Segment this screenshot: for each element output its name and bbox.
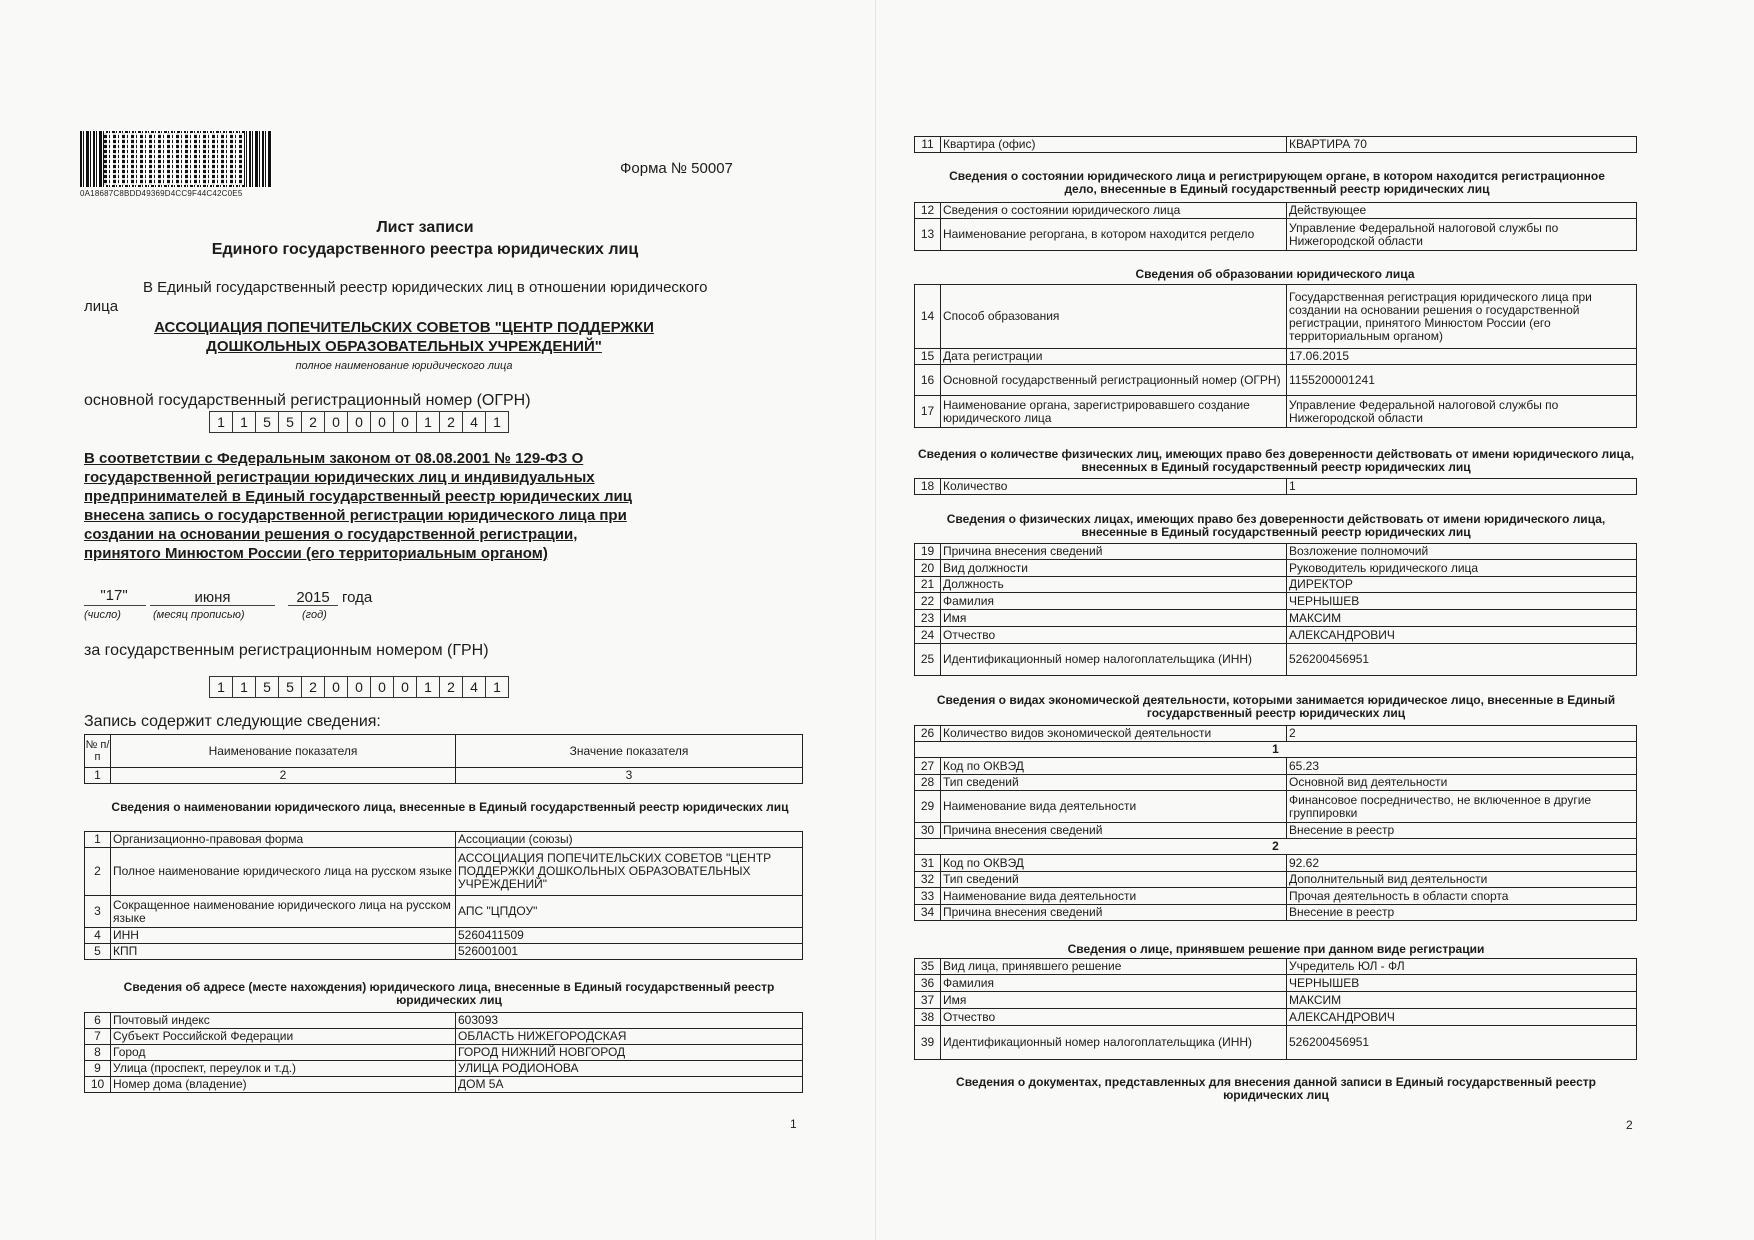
law-text-line: создании на основании решения о государственной регистрации, [84, 526, 578, 543]
table-row [915, 349, 1637, 365]
table-row [915, 219, 1637, 251]
grn-digit: 5 [278, 676, 302, 698]
row-value: ДИРЕКТОР [1287, 577, 1637, 593]
row-label: Идентификационный номер налогоплательщика (ИНН) [941, 644, 1287, 676]
row-label: Тип сведений [941, 775, 1287, 791]
row-number: 5 [85, 944, 111, 960]
row-number: 31 [915, 855, 941, 872]
row-label: Код по ОКВЭД [941, 758, 1287, 775]
grn-digit: 0 [370, 676, 394, 698]
col-number-index: 1 [85, 768, 111, 784]
activity-table [914, 725, 1637, 921]
row-number: 39 [915, 1026, 941, 1060]
ogrn-digit: 2 [439, 411, 463, 433]
col-indicator-index: 2 [111, 768, 456, 784]
ogrn-digit: 0 [347, 411, 371, 433]
row-value: Действующее [1287, 203, 1637, 219]
row-value: Учредитель ЮЛ - ФЛ [1287, 959, 1637, 975]
grn-digit: 1 [209, 676, 233, 698]
row-label: ИНН [111, 928, 456, 944]
date-year: 2015 [296, 589, 330, 606]
row-number: 30 [915, 823, 941, 839]
row-value: Основной вид деятельности [1287, 775, 1637, 791]
row-number: 23 [915, 610, 941, 627]
ogrn-digit: 0 [370, 411, 394, 433]
row-number: 14 [915, 285, 941, 349]
row-number: 36 [915, 975, 941, 992]
row-value: АЛЕКСАНДРОВИЧ [1287, 1009, 1637, 1026]
row-label: Почтовый индекс [111, 1013, 456, 1029]
col-number-header: № п/п [85, 735, 111, 768]
row-number: 18 [915, 479, 941, 495]
page-number-1: 1 [790, 1117, 797, 1131]
law-text-line: предпринимателей в Единый государственный реестр юридических лиц [84, 488, 632, 505]
row-label: Улица (проспект, переулок и т.д.) [111, 1061, 456, 1077]
table-row [915, 610, 1637, 627]
page-2 [876, 0, 1754, 1240]
table-row [915, 593, 1637, 610]
table-row [915, 365, 1637, 396]
row-label: Наименование регоргана, в котором находится регдело [941, 219, 1287, 251]
row-value: 526200456951 [1287, 644, 1637, 676]
table-row [915, 742, 1637, 758]
row-value: 17.06.2015 [1287, 349, 1637, 365]
row-label: Код по ОКВЭД [941, 855, 1287, 872]
intro-line2: лица [84, 298, 119, 315]
row-value: АЛЕКСАНДРОВИЧ [1287, 627, 1637, 644]
title-line2: Единого государственного реестра юридических лиц [211, 241, 639, 258]
table-row [915, 775, 1637, 791]
row-number: 32 [915, 872, 941, 888]
row-value: ОБЛАСТЬ НИЖЕГОРОДСКАЯ [456, 1029, 803, 1045]
grn-boxes [209, 676, 508, 698]
table-row [85, 832, 803, 848]
row-label: Организационно-правовая форма [111, 832, 456, 848]
row-value: Государственная регистрация юридического лица при создании на основании решения о государственной регистрации, принятого Минюстом России (его территориальным органом) [1287, 285, 1637, 349]
row-number: 25 [915, 644, 941, 676]
row-label: Полное наименование юридического лица на русском языке [111, 848, 456, 896]
row-label: Сведения о состоянии юридического лица [941, 203, 1287, 219]
row-label: Вид лица, принявшего решение [941, 959, 1287, 975]
table-row [915, 905, 1637, 921]
section-address-title: Сведения об адресе (месте нахождения) юридического лица, внесенные в Единый государственный реестр юридических лиц [123, 980, 775, 1007]
table-row [915, 823, 1637, 839]
row-value: 526001001 [456, 944, 803, 960]
grn-digit: 0 [347, 676, 371, 698]
row-label: Причина внесения сведений [941, 544, 1287, 560]
row-number: 24 [915, 627, 941, 644]
state-table [914, 202, 1637, 251]
table-row [915, 975, 1637, 992]
date-day: "17" [100, 587, 128, 604]
table-row [85, 1061, 803, 1077]
grn-digit: 2 [301, 676, 325, 698]
row-number: 8 [85, 1045, 111, 1061]
row-number: 20 [915, 560, 941, 577]
date-year-underline [288, 605, 338, 606]
barcode-pattern [104, 133, 244, 185]
table-row [915, 959, 1637, 975]
table-row [915, 855, 1637, 872]
row-value: 2 [1287, 726, 1637, 742]
law-text [84, 449, 632, 563]
row-number: 15 [915, 349, 941, 365]
row-value: УЛИЦА РОДИОНОВА [456, 1061, 803, 1077]
row-value: 1 [1287, 479, 1637, 495]
row-number: 34 [915, 905, 941, 921]
table-row [85, 1045, 803, 1061]
date-day-caption: (число) [84, 609, 121, 621]
row-number: 6 [85, 1013, 111, 1029]
row-number: 29 [915, 791, 941, 823]
table-row [85, 944, 803, 960]
grn-digit: 0 [393, 676, 417, 698]
col-value-index: 3 [456, 768, 803, 784]
row-label: Отчество [941, 1009, 1287, 1026]
ogrn-digit: 1 [485, 411, 509, 433]
section-docs-title: Сведения о документах, представленных для внесения данной записи в Единый государственный реестр юридических лиц [956, 1075, 1596, 1102]
col-value-header: Значение показателя [456, 735, 803, 768]
row-number: 28 [915, 775, 941, 791]
row-number: 37 [915, 992, 941, 1009]
row-label: Сокращенное наименование юридического лица на русском языке [111, 896, 456, 928]
table-row [915, 203, 1637, 219]
date-month: июня [194, 589, 231, 606]
table-row [915, 285, 1637, 349]
row-number: 17 [915, 396, 941, 428]
row-number: 1 [85, 832, 111, 848]
table-row [915, 479, 1637, 495]
row-number: 9 [85, 1061, 111, 1077]
header-table [84, 734, 803, 784]
address-table [84, 1012, 803, 1093]
section-formation-title: Сведения об образовании юридического лица [1135, 267, 1415, 281]
org-name-caption: полное наименование юридического лица [295, 360, 513, 372]
row-label: Субъект Российской Федерации [111, 1029, 456, 1045]
row-number: 38 [915, 1009, 941, 1026]
row-value: Ассоциации (союзы) [456, 832, 803, 848]
ogrn-digit: 5 [255, 411, 279, 433]
page-1 [0, 0, 876, 1240]
row-number: 22 [915, 593, 941, 610]
row-value: МАКСИМ [1287, 992, 1637, 1009]
row-number: 19 [915, 544, 941, 560]
table-row [915, 888, 1637, 905]
section-activity-title: Сведения о видах экономической деятельности, которыми занимается юридическое лицо, внесенные в Единый государственный реестр юридических лиц [936, 693, 1616, 720]
row-number: 35 [915, 959, 941, 975]
row-number: 16 [915, 365, 941, 396]
row-label: Должность [941, 577, 1287, 593]
row-label: Город [111, 1045, 456, 1061]
table-row [915, 137, 1637, 153]
row-number: 3 [85, 896, 111, 928]
law-text-line: внесена запись о государственной регистрации юридического лица при [84, 507, 627, 524]
row-value: 65.23 [1287, 758, 1637, 775]
table-row [915, 644, 1637, 676]
law-text-line: принятого Минюстом России (его территориальным органом) [84, 545, 548, 562]
row-label: Причина внесения сведений [941, 905, 1287, 921]
row-label: КПП [111, 944, 456, 960]
row11-table [914, 136, 1637, 153]
row-value: ЧЕРНЫШЕВ [1287, 593, 1637, 610]
row-label: Причина внесения сведений [941, 823, 1287, 839]
row-value: Внесение в реестр [1287, 823, 1637, 839]
row-label: Наименование органа, зарегистрировавшего создание юридического лица [941, 396, 1287, 428]
date-year-suffix: года [342, 589, 373, 606]
row-value: Руководитель юридического лица [1287, 560, 1637, 577]
row-value: 5260411509 [456, 928, 803, 944]
ogrn-boxes [209, 411, 508, 433]
activity-group-2-label: 2 [915, 839, 1637, 855]
row-number: 10 [85, 1077, 111, 1093]
row-number: 21 [915, 577, 941, 593]
section-count-title: Сведения о количестве физических лиц, имеющих право без доверенности действовать от имени юридического лица, внесенных в Единый государственный реестр юридических лиц [917, 447, 1635, 474]
date-month-underline [150, 605, 275, 606]
row-number: 2 [85, 848, 111, 896]
row-label: Тип сведений [941, 872, 1287, 888]
ogrn-digit: 1 [232, 411, 256, 433]
table-row [915, 396, 1637, 428]
row-value: Внесение в реестр [1287, 905, 1637, 921]
table-row [85, 896, 803, 928]
ogrn-digit: 1 [209, 411, 233, 433]
section-name-title: Сведения о наименовании юридического лица, внесенные в Единый государственный реестр юридических лиц [111, 800, 789, 814]
table-row [915, 1009, 1637, 1026]
table-row [85, 1013, 803, 1029]
row-label: Наименование вида деятельности [941, 791, 1287, 823]
ogrn-digit: 1 [416, 411, 440, 433]
row-value: ГОРОД НИЖНИЙ НОВГОРОД [456, 1045, 803, 1061]
grn-digit: 0 [324, 676, 348, 698]
row-number: 27 [915, 758, 941, 775]
ogrn-label: основной государственный регистрационный номер (ОГРН) [84, 392, 531, 409]
row-value: Дополнительный вид деятельности [1287, 872, 1637, 888]
row-label: Дата регистрации [941, 349, 1287, 365]
row-number: 7 [85, 1029, 111, 1045]
table-row [85, 848, 803, 896]
org-name-line1: АССОЦИАЦИЯ ПОПЕЧИТЕЛЬСКИХ СОВЕТОВ "ЦЕНТР ПОДДЕРЖКИ [154, 319, 654, 336]
row-value: АССОЦИАЦИЯ ПОПЕЧИТЕЛЬСКИХ СОВЕТОВ "ЦЕНТР ПОДДЕРЖКИ ДОШКОЛЬНЫХ ОБРАЗОВАТЕЛЬНЫХ УЧРЕЖДЕНИЙ" [456, 848, 803, 896]
table-row [915, 544, 1637, 560]
row-value: 1155200001241 [1287, 365, 1637, 396]
row-value: 603093 [456, 1013, 803, 1029]
row-value: 92.62 [1287, 855, 1637, 872]
table-row [915, 992, 1637, 1009]
grn-digit: 5 [255, 676, 279, 698]
intro-line1: В Единый государственный реестр юридических лиц в отношении юридического [143, 279, 708, 296]
row-label: Количество [941, 479, 1287, 495]
ogrn-digit: 5 [278, 411, 302, 433]
section-persons-title: Сведения о физических лицах, имеющих право без доверенности действовать от имени юридического лица, внесенные в Единый государственный реестр юридических лиц [946, 512, 1606, 539]
ogrn-digit: 2 [301, 411, 325, 433]
row-label: Квартира (офис) [941, 137, 1287, 153]
grn-digit: 1 [232, 676, 256, 698]
page-number-2: 2 [1626, 1118, 1633, 1132]
row-value: Финансовое посредничество, не включенное в другие группировки [1287, 791, 1637, 823]
row-value: Прочая деятельность в области спорта [1287, 888, 1637, 905]
section-state-title: Сведения о состоянии юридического лица и регистрирующем органе, в котором находится регистрационное дело, внесенные в Единый государственный реестр юридических лиц [949, 169, 1605, 196]
table-row [915, 560, 1637, 577]
table-row [915, 1026, 1637, 1060]
row-value: ДОМ 5А [456, 1077, 803, 1093]
row-value: АПС "ЦПДОУ" [456, 896, 803, 928]
date-year-caption: (год) [302, 609, 327, 621]
date-month-caption: (месяц прописью) [153, 609, 245, 621]
section-decision-title: Сведения о лице, принявшем решение при данном виде регистрации [1067, 942, 1485, 956]
form-label: Форма № 50007 [620, 160, 733, 177]
grn-label: за государственным регистрационным номером (ГРН) [84, 642, 489, 659]
row-label: Номер дома (владение) [111, 1077, 456, 1093]
name-table [84, 831, 803, 960]
row-label: Основной государственный регистрационный номер (ОГРН) [941, 365, 1287, 396]
law-text-line: государственной регистрации юридических лиц и индивидуальных [84, 469, 595, 486]
row-number: 26 [915, 726, 941, 742]
row-number: 12 [915, 203, 941, 219]
table-row [915, 758, 1637, 775]
row-value: Управление Федеральной налоговой службы по Нижегородской области [1287, 219, 1637, 251]
row-label: Фамилия [941, 593, 1287, 610]
formation-table [914, 284, 1637, 428]
table-row [915, 791, 1637, 823]
row-label: Наименование вида деятельности [941, 888, 1287, 905]
table-row [915, 627, 1637, 644]
table-row [915, 726, 1637, 742]
row-label: Отчество [941, 627, 1287, 644]
row-value: МАКСИМ [1287, 610, 1637, 627]
table-row [915, 839, 1637, 855]
row-label: Количество видов экономической деятельности [941, 726, 1287, 742]
table-row [85, 1077, 803, 1093]
row-value: ЧЕРНЫШЕВ [1287, 975, 1637, 992]
grn-digit: 1 [485, 676, 509, 698]
row-number: 13 [915, 219, 941, 251]
row-label: Имя [941, 610, 1287, 627]
row-label: Вид должности [941, 560, 1287, 577]
table-row [85, 1029, 803, 1045]
row-value: Возложение полномочий [1287, 544, 1637, 560]
record-contains: Запись содержит следующие сведения: [84, 713, 381, 730]
table-row [915, 872, 1637, 888]
table-row [85, 928, 803, 944]
count-table [914, 478, 1637, 495]
decision-table [914, 958, 1637, 1060]
row-value: КВАРТИРА 70 [1287, 137, 1637, 153]
barcode-text: 0A18687C8BDD49369D4CC9F44C42C0E5 [80, 189, 243, 198]
row-number: 11 [915, 137, 941, 153]
title-line1: Лист записи [376, 219, 474, 236]
grn-digit: 1 [416, 676, 440, 698]
row-label: Способ образования [941, 285, 1287, 349]
org-name-line2: ДОШКОЛЬНЫХ ОБРАЗОВАТЕЛЬНЫХ УЧРЕЖДЕНИЙ" [206, 338, 602, 355]
row-label: Имя [941, 992, 1287, 1009]
row-label: Фамилия [941, 975, 1287, 992]
row-value: Управление Федеральной налоговой службы по Нижегородской области [1287, 396, 1637, 428]
ogrn-digit: 0 [324, 411, 348, 433]
law-text-line: В соответствии с Федеральным законом от 08.08.2001 № 129-ФЗ О [84, 450, 584, 467]
date-day-underline [84, 605, 146, 606]
persons-table [914, 543, 1637, 676]
row-number: 33 [915, 888, 941, 905]
grn-digit: 2 [439, 676, 463, 698]
grn-digit: 4 [462, 676, 486, 698]
table-row [915, 577, 1637, 593]
ogrn-digit: 0 [393, 411, 417, 433]
row-number: 4 [85, 928, 111, 944]
row-label: Идентификационный номер налогоплательщика (ИНН) [941, 1026, 1287, 1060]
ogrn-digit: 4 [462, 411, 486, 433]
col-indicator-header: Наименование показателя [111, 735, 456, 768]
row-value: 526200456951 [1287, 1026, 1637, 1060]
activity-group-1-label: 1 [915, 742, 1637, 758]
